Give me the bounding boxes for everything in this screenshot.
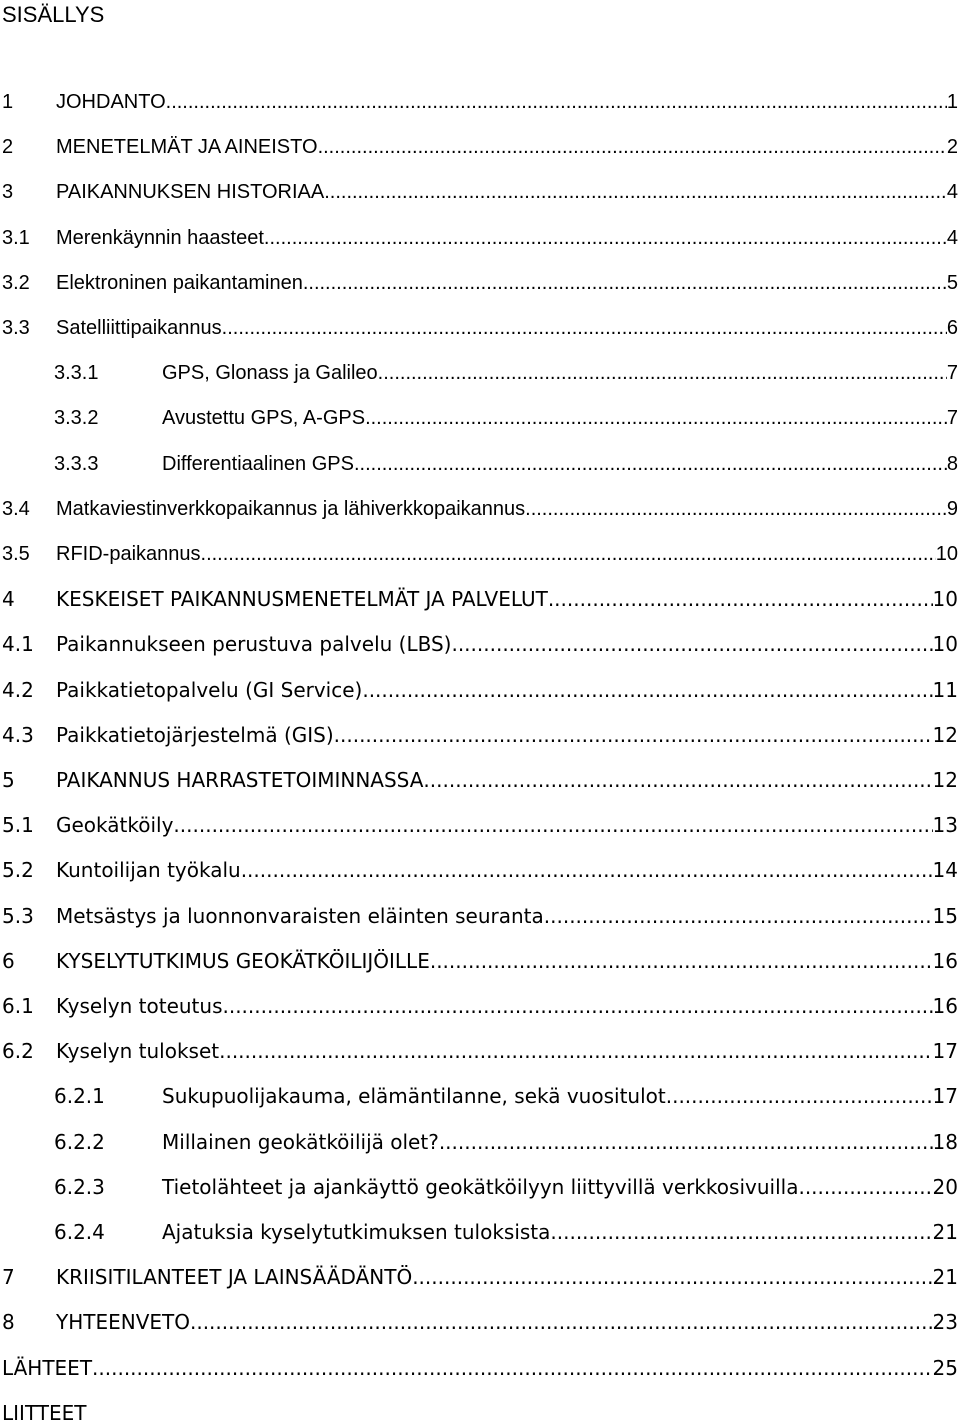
- toc-entry[interactable]: [0, 1127, 958, 1157]
- toc-entry-number: 8: [2, 1310, 15, 1335]
- toc-entry-title: Differentiaalinen GPS: [162, 452, 354, 475]
- toc-entry-title: Kuntoilijan työkalu: [56, 858, 241, 883]
- toc-entry-number: 3.1: [2, 226, 30, 249]
- dot-leader: [241, 855, 933, 885]
- toc-entry-number: 5: [2, 768, 15, 792]
- toc-entry-number: 5.1: [2, 813, 34, 838]
- toc-entry[interactable]: [0, 87, 958, 117]
- dot-leader: [173, 810, 932, 840]
- toc-entry-number: 6: [2, 948, 15, 973]
- dot-leader: [544, 901, 933, 931]
- toc-entry-page-number: 17: [932, 1084, 958, 1109]
- toc-entry-page-number: 12: [932, 768, 958, 792]
- toc-entry-page-number: 4: [946, 181, 958, 204]
- toc-entry-page-number: 11: [932, 677, 958, 702]
- dot-leader: [666, 1081, 933, 1111]
- toc-entry-page-number: 18: [932, 1129, 958, 1154]
- toc-entry-number: 3: [2, 181, 14, 204]
- dot-leader: [365, 403, 947, 433]
- toc-entry-number: 4.2: [2, 677, 34, 702]
- dot-leader: [166, 87, 947, 117]
- toc-entry-page-number: 4: [946, 226, 958, 249]
- toc-entry-number: 6.1: [2, 994, 34, 1018]
- toc-entry-page-number: 21: [932, 1265, 958, 1290]
- toc-entry-number: 1: [2, 91, 14, 113]
- toc-entry-page-number: 10: [935, 543, 958, 565]
- dot-leader: [334, 720, 933, 750]
- toc-entry-page-number: 15: [932, 903, 958, 928]
- toc-entry-page-number: 20: [932, 1174, 958, 1199]
- toc-entry-number: 3.3: [2, 317, 30, 339]
- toc-entry-number: 2: [2, 136, 14, 159]
- toc-entry[interactable]: [0, 629, 958, 659]
- toc-entry-page-number: 7: [946, 407, 958, 430]
- dot-leader: [222, 313, 947, 343]
- toc-entry-number: 5.3: [2, 903, 34, 928]
- toc-entry-title: Paikkatietopalvelu (GI Service): [56, 677, 363, 702]
- toc-entry-title: Kyselyn tulokset: [56, 1039, 220, 1064]
- toc-entry-number: 3.3.3: [54, 452, 99, 475]
- toc-entry-page-number: 21: [932, 1220, 958, 1244]
- toc-entry-title: JOHDANTO: [56, 91, 166, 113]
- dot-leader: [439, 1127, 933, 1157]
- toc-entry[interactable]: [0, 1217, 958, 1247]
- toc-entry-page-number: 1: [946, 91, 958, 113]
- dot-leader: [550, 1217, 932, 1247]
- toc-entry-number: 3.4: [2, 497, 30, 520]
- toc-entry[interactable]: [0, 268, 958, 298]
- toc-entry[interactable]: [0, 403, 958, 433]
- dot-leader: [303, 268, 947, 298]
- toc-entry-title: PAIKANNUKSEN HISTORIAA: [56, 181, 325, 204]
- toc-entry[interactable]: [0, 132, 958, 162]
- dot-leader: [362, 675, 932, 705]
- dot-leader: [318, 132, 947, 162]
- toc-entry-number: 3.3.1: [54, 362, 99, 385]
- toc-entry-number: 4: [2, 587, 15, 612]
- toc-entry-title: Millainen geokätköilijä olet?: [162, 1129, 439, 1154]
- toc-entry-title: KYSELYTUTKIMUS GEOKÄTKÖILIJÖILLE: [56, 948, 430, 973]
- toc-entry-number: 5.2: [2, 858, 34, 883]
- toc-entry-title: Sukupuolijakauma, elämäntilanne, sekä vuositulot: [162, 1084, 666, 1109]
- toc-entry-title: PAIKANNUS HARRASTETOIMINNASSA: [56, 768, 424, 792]
- toc-entry[interactable]: [0, 675, 958, 705]
- dot-leader: [798, 1172, 932, 1202]
- toc-entry[interactable]: [0, 584, 958, 614]
- toc-entry[interactable]: [0, 1307, 958, 1337]
- toc-entry-title: LÄHTEET: [2, 1355, 93, 1380]
- toc-entry-title: Tietolähteet ja ajankäyttö geokätköilyyn liittyvillä verkkosivuilla: [162, 1174, 799, 1199]
- toc-entry-title: Kyselyn toteutus: [56, 994, 223, 1018]
- toc-entry-title: Paikkatietojärjestelmä (GIS): [56, 722, 334, 747]
- toc-entry-page-number: 17: [932, 1039, 958, 1064]
- dot-leader: [423, 765, 932, 795]
- toc-entry-page-number: 7: [946, 362, 958, 385]
- dot-leader: [412, 1262, 932, 1292]
- dot-leader: [525, 494, 947, 524]
- toc-entry[interactable]: [0, 765, 958, 795]
- toc-entry[interactable]: [0, 1036, 958, 1066]
- toc-entry[interactable]: [0, 449, 958, 479]
- toc-entry-page-number: 25: [932, 1355, 958, 1380]
- toc-entry-page-number: 13: [932, 813, 958, 838]
- toc-entry[interactable]: [0, 1081, 958, 1111]
- toc-entry-number: 6.2.3: [54, 1174, 105, 1199]
- toc-entry-page-number: 23: [932, 1310, 958, 1335]
- toc-entry[interactable]: [0, 810, 958, 840]
- toc-entry[interactable]: [0, 177, 958, 207]
- toc-entry[interactable]: [0, 720, 958, 750]
- toc-entry-page-number: 16: [932, 948, 958, 973]
- toc-entry-title: Matkaviestinverkkopaikannus ja lähiverkkopaikannus: [56, 497, 526, 520]
- toc-entry[interactable]: [0, 223, 958, 253]
- toc-entry-title: Ajatuksia kyselytutkimuksen tuloksista: [162, 1220, 551, 1244]
- toc-entry-page-number: 2: [946, 136, 958, 159]
- toc-entry-title: Metsästys ja luonnonvaraisten eläinten seuranta: [56, 903, 544, 928]
- toc-entry[interactable]: [0, 539, 958, 569]
- toc-entry[interactable]: [0, 494, 958, 524]
- toc-entry-title: Avustettu GPS, A-GPS: [162, 407, 366, 430]
- toc-entry[interactable]: [0, 946, 958, 976]
- toc-entry-number: 6.2: [2, 1039, 34, 1064]
- toc-entry-number: 6.2.4: [54, 1220, 105, 1244]
- toc-entry-title: Elektroninen paikantaminen: [56, 271, 303, 294]
- dot-leader: [548, 584, 933, 614]
- dot-leader: [264, 223, 947, 253]
- dot-leader: [451, 629, 932, 659]
- toc-entry[interactable]: [0, 1353, 958, 1383]
- toc-entry-page-number: 10: [932, 632, 958, 657]
- dot-leader: [378, 358, 947, 388]
- toc-entry[interactable]: [0, 358, 958, 388]
- toc-entry-title: Geokätköily: [56, 813, 174, 838]
- toc-entry-number: 3.5: [2, 543, 30, 565]
- toc-entry-number: 4.3: [2, 722, 34, 747]
- dot-leader: [430, 946, 933, 976]
- toc-entry-title: Merenkäynnin haasteet: [56, 226, 264, 249]
- toc-entry-number: 6.2.1: [54, 1084, 105, 1109]
- toc-entry-number: 4.1: [2, 632, 34, 657]
- dot-leader: [201, 539, 936, 569]
- toc-entry[interactable]: [0, 313, 958, 343]
- dot-leader: [190, 1307, 933, 1337]
- toc-entry[interactable]: [0, 901, 958, 931]
- dot-leader: [219, 1036, 932, 1066]
- toc-entry-page-number: 8: [946, 452, 958, 475]
- toc-entry[interactable]: [0, 1262, 958, 1292]
- toc-entry-title: RFID-paikannus: [56, 543, 201, 565]
- toc-entry-title: YHTEENVETO: [56, 1310, 190, 1335]
- toc-entry-page-number: 10: [932, 587, 958, 612]
- dot-leader: [324, 177, 947, 207]
- toc-heading: SISÄLLYS: [2, 2, 105, 27]
- toc-entry-page-number: 5: [946, 271, 958, 294]
- toc-entry-page-number: 16: [932, 994, 958, 1018]
- toc-entry[interactable]: [0, 991, 958, 1021]
- toc-entry-number: 7: [2, 1265, 15, 1290]
- dot-leader: [92, 1353, 933, 1383]
- toc-entry-title: GPS, Glonass ja Galileo: [162, 362, 378, 385]
- toc-entry-title: Paikannukseen perustuva palvelu (LBS): [56, 632, 452, 657]
- dot-leader: [354, 449, 947, 479]
- toc-entry-page-number: 14: [932, 858, 958, 883]
- appendix-label: LIITTEET: [2, 1400, 87, 1425]
- toc-entry-number: 3.3.2: [54, 407, 99, 430]
- toc-entry-title: MENETELMÄT JA AINEISTO: [56, 136, 318, 159]
- toc-entry-title: KRIISITILANTEET JA LAINSÄÄDÄNTÖ: [56, 1265, 413, 1290]
- toc-entry-page-number: 12: [932, 722, 958, 747]
- toc-entry-page-number: 9: [946, 497, 958, 520]
- toc-entry-page-number: 6: [946, 317, 958, 339]
- toc-entry[interactable]: [0, 1172, 958, 1202]
- toc-entry-title: KESKEISET PAIKANNUSMENETELMÄT JA PALVELUT: [56, 587, 548, 612]
- dot-leader: [222, 991, 932, 1021]
- toc-entry-title: Satelliittipaikannus: [56, 317, 222, 339]
- toc-entry-number: 3.2: [2, 271, 30, 294]
- toc-entry-number: 6.2.2: [54, 1129, 105, 1154]
- toc-entry[interactable]: [0, 855, 958, 885]
